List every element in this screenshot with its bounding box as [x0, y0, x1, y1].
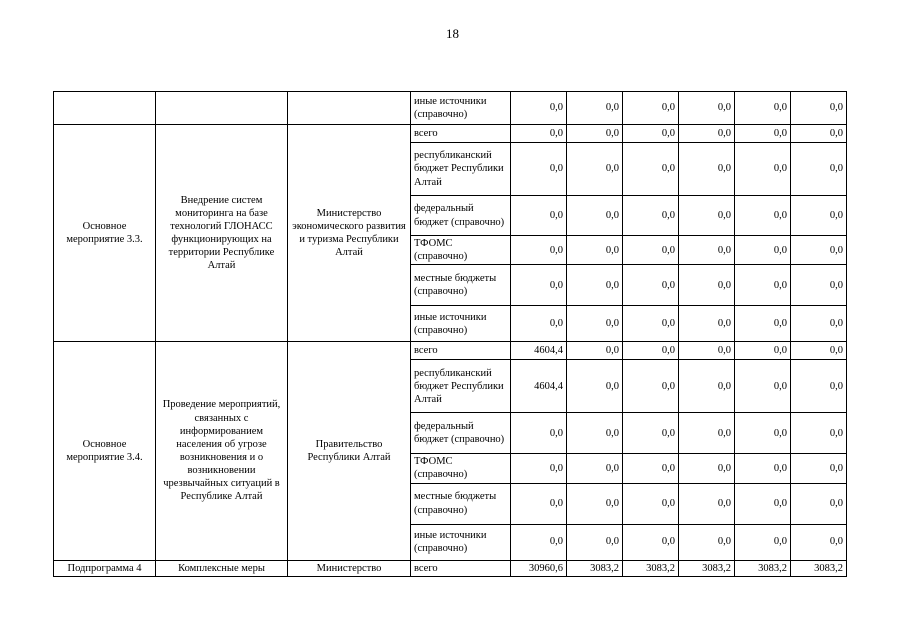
amount-cell: 0,0	[623, 196, 679, 236]
funding-source-cell: иные источники (справочно)	[411, 524, 511, 560]
activity-name-cell	[54, 92, 156, 125]
activity-description-cell: Комплексные меры	[156, 560, 288, 576]
amount-cell: 0,0	[679, 236, 735, 265]
amount-cell: 0,0	[567, 524, 623, 560]
amount-cell: 4604,4	[511, 360, 567, 413]
funding-source-cell: республиканский бюджет Республики Алтай	[411, 143, 511, 196]
amount-cell: 0,0	[679, 483, 735, 524]
activity-description-cell: Проведение мероприятий, связанных с информированием населения об угрозе возникновения и о возникновении чрезвычайных ситуаций в Республике Алтай	[156, 342, 288, 560]
funding-source-cell: федеральный бюджет (справочно)	[411, 196, 511, 236]
budget-table	[53, 91, 847, 577]
amount-cell: 0,0	[623, 342, 679, 360]
amount-cell: 0,0	[567, 92, 623, 125]
amount-cell: 0,0	[623, 236, 679, 265]
amount-cell: 0,0	[735, 342, 791, 360]
amount-cell: 0,0	[679, 125, 735, 143]
amount-cell: 0,0	[791, 306, 847, 342]
funding-source-cell: федеральный бюджет (справочно)	[411, 413, 511, 454]
funding-source-cell: всего	[411, 342, 511, 360]
table-row	[54, 125, 847, 143]
amount-cell: 0,0	[735, 524, 791, 560]
amount-cell: 0,0	[511, 92, 567, 125]
funding-source-cell: иные источники (справочно)	[411, 92, 511, 125]
amount-cell: 0,0	[791, 92, 847, 125]
amount-cell: 0,0	[679, 92, 735, 125]
amount-cell: 0,0	[791, 143, 847, 196]
amount-cell: 0,0	[623, 92, 679, 125]
activity-name-cell: Основное мероприятие 3.3.	[54, 125, 156, 342]
amount-cell: 0,0	[567, 360, 623, 413]
amount-cell: 0,0	[679, 454, 735, 483]
funding-source-cell: ТФОМС (справочно)	[411, 454, 511, 483]
page-number: 18	[446, 26, 459, 41]
amount-cell: 0,0	[623, 360, 679, 413]
amount-cell: 0,0	[679, 306, 735, 342]
activity-name-cell: Подпрограмма 4	[54, 560, 156, 576]
amount-cell: 0,0	[511, 483, 567, 524]
amount-cell: 0,0	[735, 454, 791, 483]
amount-cell: 0,0	[567, 236, 623, 265]
amount-cell: 0,0	[735, 236, 791, 265]
executor-cell: Правительство Республики Алтай	[288, 342, 411, 560]
amount-cell: 30960,6	[511, 560, 567, 576]
amount-cell: 0,0	[791, 360, 847, 413]
amount-cell: 3083,2	[623, 560, 679, 576]
amount-cell: 0,0	[791, 125, 847, 143]
executor-cell: Министерство экономического развития и туризма Республики Алтай	[288, 125, 411, 342]
amount-cell: 0,0	[791, 413, 847, 454]
amount-cell: 0,0	[567, 196, 623, 236]
amount-cell: 0,0	[623, 306, 679, 342]
amount-cell: 0,0	[791, 236, 847, 265]
amount-cell: 0,0	[679, 524, 735, 560]
amount-cell: 0,0	[511, 125, 567, 143]
amount-cell: 0,0	[679, 143, 735, 196]
amount-cell: 0,0	[511, 143, 567, 196]
table-row	[54, 560, 847, 576]
amount-cell: 0,0	[511, 196, 567, 236]
amount-cell: 0,0	[511, 265, 567, 306]
amount-cell: 0,0	[735, 143, 791, 196]
amount-cell: 0,0	[623, 454, 679, 483]
amount-cell: 3083,2	[735, 560, 791, 576]
amount-cell: 0,0	[679, 360, 735, 413]
amount-cell: 0,0	[511, 454, 567, 483]
amount-cell: 0,0	[567, 306, 623, 342]
amount-cell: 0,0	[511, 524, 567, 560]
amount-cell: 0,0	[623, 125, 679, 143]
funding-source-cell: местные бюджеты (справочно)	[411, 265, 511, 306]
amount-cell: 0,0	[623, 524, 679, 560]
amount-cell: 0,0	[679, 413, 735, 454]
amount-cell: 0,0	[791, 265, 847, 306]
funding-source-cell: всего	[411, 560, 511, 576]
amount-cell: 0,0	[791, 196, 847, 236]
amount-cell: 0,0	[623, 265, 679, 306]
amount-cell: 0,0	[735, 483, 791, 524]
funding-source-cell: местные бюджеты (справочно)	[411, 483, 511, 524]
executor-cell	[288, 92, 411, 125]
funding-source-cell: ТФОМС (справочно)	[411, 236, 511, 265]
table-row	[54, 342, 847, 360]
amount-cell: 0,0	[623, 143, 679, 196]
amount-cell: 0,0	[735, 92, 791, 125]
amount-cell: 0,0	[511, 413, 567, 454]
amount-cell: 0,0	[735, 196, 791, 236]
activity-name-cell: Основное мероприятие 3.4.	[54, 342, 156, 560]
amount-cell: 0,0	[511, 306, 567, 342]
amount-cell: 0,0	[735, 125, 791, 143]
amount-cell: 0,0	[791, 483, 847, 524]
amount-cell: 0,0	[623, 413, 679, 454]
amount-cell: 0,0	[735, 413, 791, 454]
funding-source-cell: республиканский бюджет Республики Алтай	[411, 360, 511, 413]
amount-cell: 0,0	[567, 413, 623, 454]
amount-cell: 0,0	[735, 265, 791, 306]
activity-description-cell: Внедрение систем мониторинга на базе технологий ГЛОНАСС функционирующих на территории Республике Алтай	[156, 125, 288, 342]
budget-table-body	[54, 92, 847, 577]
amount-cell: 0,0	[623, 483, 679, 524]
amount-cell: 0,0	[791, 454, 847, 483]
amount-cell: 0,0	[567, 125, 623, 143]
amount-cell: 0,0	[679, 342, 735, 360]
amount-cell: 0,0	[567, 483, 623, 524]
funding-source-cell: иные источники (справочно)	[411, 306, 511, 342]
amount-cell: 3083,2	[567, 560, 623, 576]
amount-cell: 0,0	[735, 306, 791, 342]
amount-cell: 0,0	[567, 265, 623, 306]
amount-cell: 0,0	[791, 524, 847, 560]
amount-cell: 0,0	[679, 265, 735, 306]
amount-cell: 4604,4	[511, 342, 567, 360]
amount-cell: 3083,2	[791, 560, 847, 576]
funding-source-cell: всего	[411, 125, 511, 143]
amount-cell: 0,0	[567, 342, 623, 360]
amount-cell: 0,0	[567, 143, 623, 196]
amount-cell: 0,0	[511, 236, 567, 265]
amount-cell: 0,0	[791, 342, 847, 360]
amount-cell: 0,0	[567, 454, 623, 483]
amount-cell: 3083,2	[679, 560, 735, 576]
activity-description-cell	[156, 92, 288, 125]
amount-cell: 0,0	[679, 196, 735, 236]
executor-cell: Министерство	[288, 560, 411, 576]
amount-cell: 0,0	[735, 360, 791, 413]
table-row	[54, 92, 847, 125]
